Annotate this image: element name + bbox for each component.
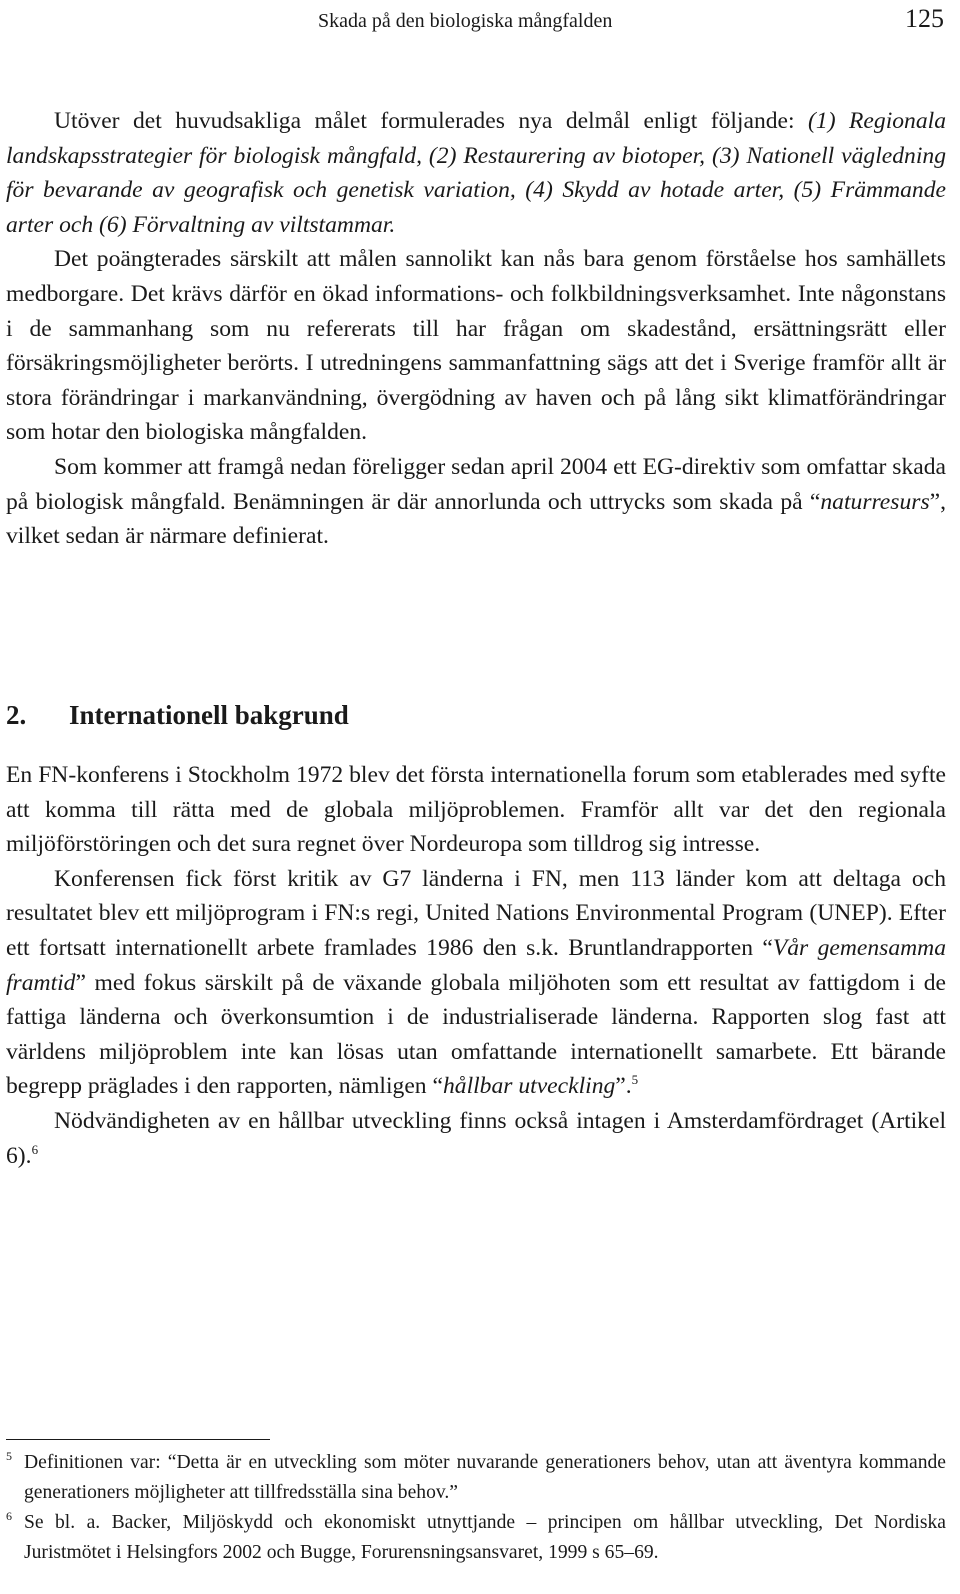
sustainable-term: hållbar utveckling: [442, 1073, 616, 1100]
body-paragraph-amsterdam: [6, 1104, 946, 1173]
page-number: 125: [905, 4, 944, 33]
directive-text-before: Som kommer att framgå nedan föreligger sedan april 2004 ett EG-direktiv som omfattar skada på biologisk mångfald. Benämningen är där annorlunda och uttrycks som skada på “: [6, 453, 946, 515]
section-number: 2.: [6, 700, 27, 730]
footnote-5: [6, 1448, 946, 1508]
intro-paragraph-understanding: Det poängterades särskilt att målen sannolikt kan nås bara genom förståelse hos samhällets medborgare. Det krävs därför en ökad informations- och folkbildningsverksamhet. Inte någonstans i de sammanhang som nu refererats till har frågan om skadestånd, ersättningsrätt eller försäkringsmöjligheter berörts. I utredningens sammanfattning sägs att det i Sverige framför allt är stora förändringar i markanvändning, övergödning av haven och på lång sikt klimatförändringar som hotar den biologiska mångfalden.: [6, 246, 946, 446]
section-title: Internationell bakgrund: [69, 700, 349, 730]
document-page: [6, 0, 946, 1594]
body-paragraph-unep: [6, 862, 946, 1104]
intro-paragraph-directive: [6, 450, 946, 554]
section-body: [6, 758, 946, 1173]
intro-paragraph-goals: [6, 104, 946, 242]
unep-text-a: Konferensen fick först kritik av G7 länderna i FN, men 113 länder kom att deltaga och resultatet blev ett miljöprogram i FN:s regi, United Nations Environmental Program (UNEP). Efter ett fortsatt internationellt arbete framlades 1986 den s.k. Bruntlandrapporten “: [6, 865, 946, 961]
unep-text-b: ” med fokus särskilt på de växande globala miljöhoten som ett resultat av fattigdom i de fattiga länderna och överkonsumtion i de industrialiserade länderna. Rapporten slog fast att världens miljöproblem inte kan lösas utan omfattande internationellt samarbete. Ett bärande begrepp präglades i den rapporten, nämligen “: [6, 969, 946, 1100]
running-header: [6, 4, 946, 34]
footnote-text: Definitionen var: “Detta är en utveckling som möter nuvarande generationers behov, utan att äventyra kommande generationers möjligheter att tillfredsställa sina behov.”: [24, 1452, 946, 1503]
running-title: Skada på den biologiska mångfalden: [318, 10, 613, 32]
directive-term: naturresurs: [820, 488, 930, 515]
footnote-number: 6: [6, 1509, 12, 1523]
footnote-ref-5[interactable]: 5: [631, 1072, 639, 1088]
footnote-divider: [6, 1439, 270, 1440]
goals-lead: Utöver det huvudsakliga målet formulerades nya delmål enligt följande:: [54, 108, 809, 134]
footnote-6: [6, 1508, 946, 1568]
footnotes: [6, 1448, 946, 1568]
amsterdam-text: Nödvändigheten av en hållbar utveckling finns också intagen i Amsterdamfördraget (Artikel 6).: [6, 1107, 946, 1169]
unep-text-c: ”.: [615, 1073, 632, 1100]
intro-text: [6, 104, 946, 554]
footnote-text: Se bl. a. Backer, Miljöskydd och ekonomiskt utnyttjande – principen om hållbar utveckling, Det Nordiska Juristmötet i Helsingfors 2002 och Bugge, Forurensningsansvaret, 1999 s 65–69.: [24, 1512, 946, 1563]
body-paragraph-conference: En FN-konferens i Stockholm 1972 blev det första internationella forum som etablerades med syfte att komma till rätta med de globala miljöproblemen. Framför allt var det den regionala miljöförstöringen och det sura regnet över Nordeuropa som tilldrog sig intresse.: [6, 762, 946, 858]
goals-list: (1) Regionala landskapsstrategier för biologisk mångfald, (2) Restaurering av biotoper, (3) Nationell vägledning för bevarande av geografisk och genetisk variation, (4) Skydd av hotade arter, (5) Främmande arter och (6) Förvaltning av viltstammar.: [6, 108, 946, 238]
footnote-number: 5: [6, 1449, 12, 1463]
directive-text-after: ”, vilket sedan är närmare definierat.: [6, 488, 946, 550]
footnote-ref-6[interactable]: 6: [31, 1141, 39, 1157]
report-title: Vår gemensamma framtid: [6, 934, 946, 996]
section-heading: [6, 700, 349, 731]
